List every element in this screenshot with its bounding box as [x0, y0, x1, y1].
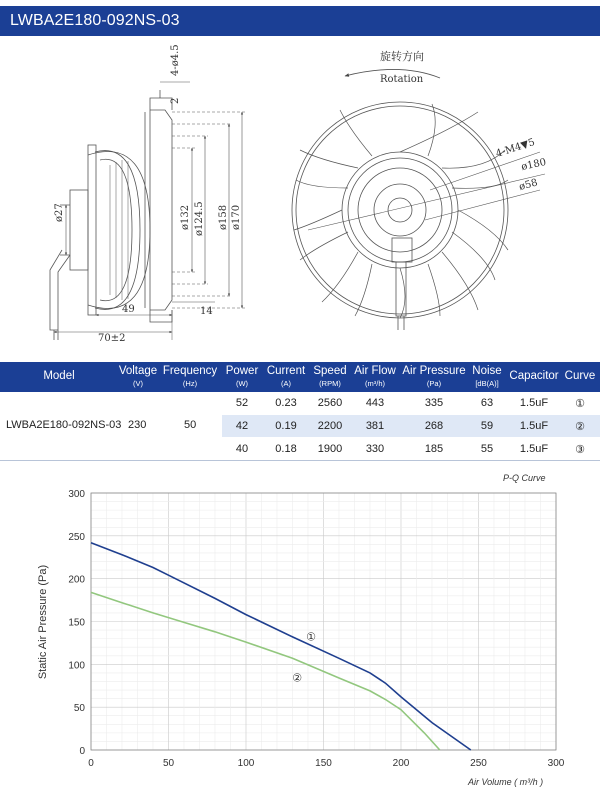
dim-132-label: ø132	[180, 204, 191, 230]
cell-speed: 2200	[317, 420, 343, 432]
col-model: Model	[43, 370, 75, 382]
technical-drawing	[0, 40, 600, 360]
cell-capacitor: 1.5uF	[519, 397, 549, 409]
y-tick-label: 100	[68, 660, 85, 672]
cell-speed: 2560	[317, 397, 343, 409]
dim-4x45-label: 4-ø4.5	[170, 44, 181, 76]
x-tick-label: 250	[470, 758, 487, 769]
dim-m4-label: 4-M4▼5	[494, 136, 537, 160]
cell-power: 40	[235, 443, 249, 455]
y-tick-label: 300	[68, 489, 85, 500]
rotation-cn-label: 旋转方向	[380, 50, 424, 63]
cell-airflow: 443	[365, 397, 385, 409]
cell-noise: 55	[480, 443, 494, 455]
cell-current: 0.19	[275, 420, 297, 432]
pq-chart	[0, 462, 600, 810]
cell-current: 0.23	[275, 397, 297, 409]
chart-title: P-Q Curve	[503, 473, 546, 483]
rotation-en-label: Rotation	[380, 74, 424, 85]
col-capacitor: Capacitor	[509, 370, 559, 382]
col-curve: Curve	[564, 370, 596, 382]
col-noise: Noise [dB(A)]	[472, 365, 502, 388]
dim-58-label: ø58	[517, 177, 539, 193]
cell-capacitor: 1.5uF	[519, 443, 549, 455]
dim-14-label: 14	[200, 306, 213, 317]
cell-voltage: 230	[128, 419, 147, 431]
cell-airflow: 330	[365, 443, 385, 455]
cell-model: LWBA2E180-092NS-03	[6, 419, 122, 431]
spec-table-header	[0, 362, 600, 392]
dimension-drawing	[0, 40, 600, 360]
cell-airpressure: 335	[424, 397, 444, 409]
cell-airpressure: 268	[424, 420, 444, 432]
front-view	[292, 69, 548, 330]
y-tick-label: 150	[68, 617, 85, 629]
cell-capacitor: 1.5uF	[519, 420, 549, 432]
dim-49-label: 49	[122, 304, 135, 315]
col-frequency: Frequency (Hz)	[162, 365, 218, 388]
cell-power: 42	[235, 420, 249, 432]
x-tick-label: 0	[88, 758, 94, 769]
title-bar	[0, 6, 600, 36]
x-tick-label: 50	[162, 758, 175, 769]
series-line-2	[91, 592, 440, 750]
cell-speed: 1900	[317, 443, 343, 455]
table-divider	[0, 460, 600, 461]
dim-158-label: ø158	[218, 204, 229, 230]
col-power: Power (W)	[225, 365, 259, 388]
x-axis-label: Air Volume ( m³/h )	[468, 777, 544, 787]
x-tick-label: 150	[315, 758, 332, 769]
x-tick-label: 100	[237, 758, 255, 769]
col-current: Current (A)	[266, 365, 306, 388]
table-row	[222, 392, 600, 414]
col-voltage: Voltage (V)	[118, 365, 158, 388]
cell-curve: ③	[575, 444, 585, 456]
cell-current: 0.18	[275, 443, 297, 455]
col-airflow: Air Flow (m³/h)	[354, 365, 396, 388]
cell-curve: ②	[575, 421, 585, 433]
cell-frequency: 50	[184, 419, 197, 431]
pq-chart-svg	[0, 462, 600, 810]
dim-180-label: ø180	[520, 156, 548, 173]
cell-curve: ①	[575, 398, 585, 410]
cell-noise: 59	[480, 420, 494, 432]
table-row	[222, 415, 600, 437]
cell-power: 52	[235, 397, 249, 409]
table-row	[222, 438, 600, 460]
x-tick-label: 300	[547, 758, 565, 769]
cell-airflow: 381	[365, 420, 385, 432]
y-tick-label: 250	[68, 531, 85, 543]
side-view	[50, 82, 245, 340]
x-tick-label: 200	[392, 758, 410, 769]
dim-170-label: ø170	[231, 204, 242, 230]
cell-noise: 63	[480, 397, 494, 409]
col-speed: Speed (RPM)	[313, 365, 347, 388]
product-title: LWBA2E180-092NS-03	[10, 12, 180, 29]
y-tick-label: 0	[79, 746, 85, 757]
dim-27-label: ø27	[54, 203, 65, 222]
dim-2-label: 2	[170, 97, 181, 104]
cell-airpressure: 185	[424, 443, 444, 455]
col-airpressure: Air Pressure (Pa)	[402, 365, 466, 388]
curve-annotation-1: ①	[306, 631, 317, 644]
curve-annotation-2: ②	[292, 672, 303, 685]
y-tick-label: 200	[68, 574, 85, 586]
dim-70-label: 70±2	[98, 333, 126, 344]
series-line-1	[91, 543, 471, 750]
y-axis-label: Static Air Pressure (Pa)	[37, 564, 49, 680]
spec-table-body	[0, 392, 600, 460]
y-tick-label: 50	[73, 703, 85, 715]
dim-1245-label: ø124.5	[194, 201, 205, 236]
